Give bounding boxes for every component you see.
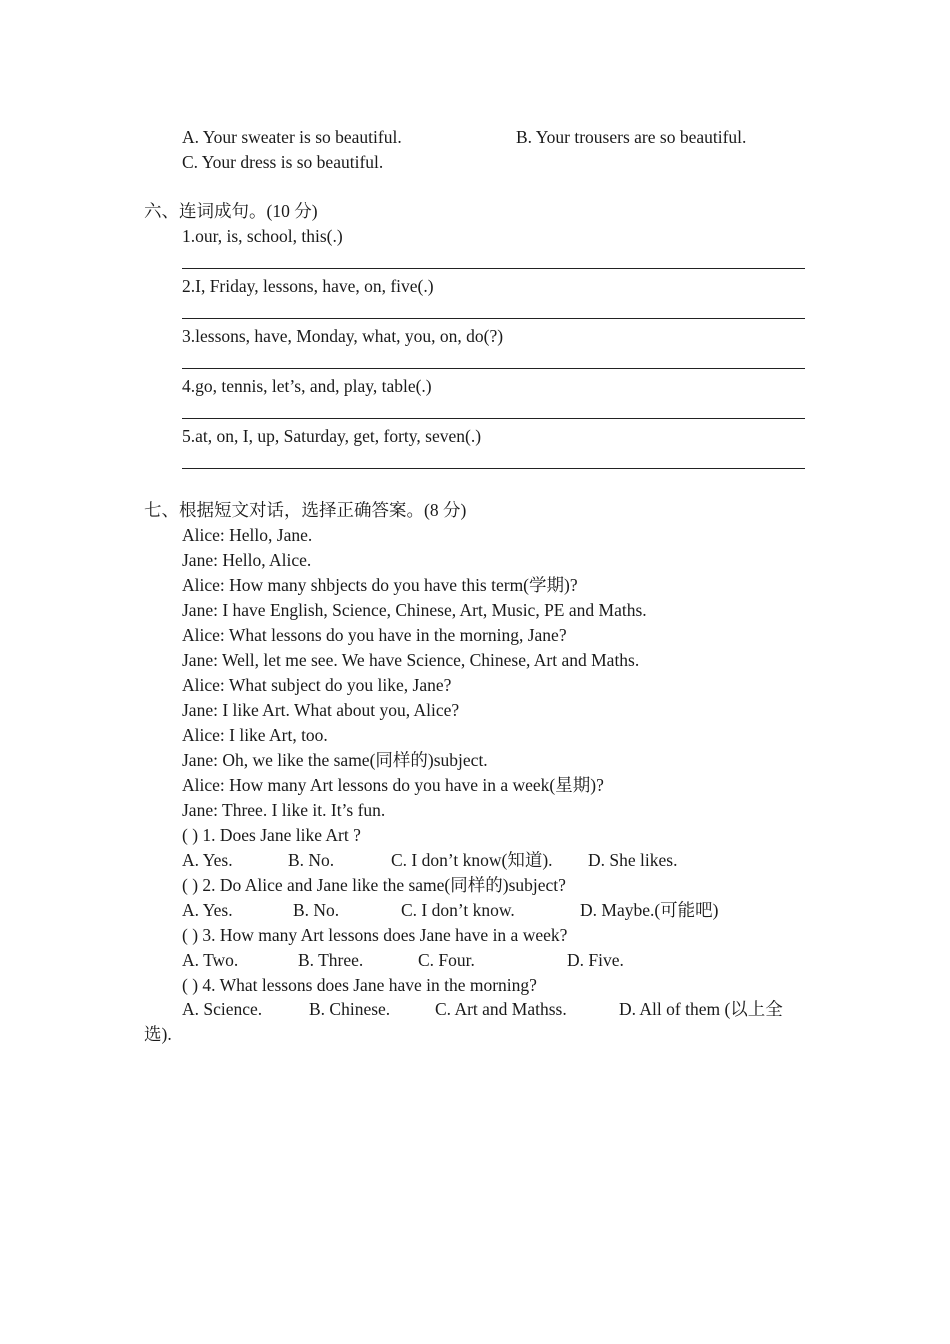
question-4-option-b: B. Chinese.: [309, 999, 391, 1019]
option-b: B. Your trousers are so beautiful.: [516, 127, 747, 147]
section7-heading: 七、根据短文对话，选择正确答案。(8 分): [144, 500, 467, 520]
question-1-option-b: B. No.: [288, 850, 335, 870]
question-3-option-d: D. Five.: [567, 950, 624, 970]
answer-line-1: [182, 268, 805, 269]
question-1-stem: ( ) 1. Does Jane like Art ?: [182, 825, 361, 845]
answer-line-3: [182, 368, 805, 369]
question-1-option-d: D. She likes.: [588, 850, 678, 870]
answer-line-2: [182, 318, 805, 319]
dialogue-line: Jane: Well, let me see. We have Science, Chinese, Art and Maths.: [182, 650, 640, 670]
sentence-item-5: 5.at, on, I, up, Saturday, get, forty, seven(.): [182, 426, 482, 446]
dialogue-line: Alice: I like Art, too.: [182, 725, 328, 745]
question-2-option-b: B. No.: [293, 900, 340, 920]
dialogue-line: Jane: I have English, Science, Chinese, Art, Music, PE and Maths.: [182, 600, 647, 620]
question-3-option-b: B. Three.: [298, 950, 364, 970]
question-2-option-d: D. Maybe.(可能吧): [580, 900, 719, 920]
option-c: C. Your dress is so beautiful.: [182, 152, 384, 172]
question-4-option-d: D. All of them (以上全: [619, 999, 783, 1019]
section6-heading: 六、连词成句。(10 分): [144, 201, 318, 221]
answer-line-4: [182, 418, 805, 419]
dialogue-line: Jane: Three. I like it. It’s fun.: [182, 800, 386, 820]
dialogue-line: Alice: What subject do you like, Jane?: [182, 675, 452, 695]
question-2-option-c: C. I don’t know.: [401, 900, 515, 920]
question-3-stem: ( ) 3. How many Art lessons does Jane have in a week?: [182, 925, 568, 945]
sentence-item-4: 4.go, tennis, let’s, and, play, table(.): [182, 376, 432, 396]
dialogue-line: Alice: How many shbjects do you have this term(学期)?: [182, 575, 578, 595]
answer-line-5: [182, 468, 805, 469]
option-a: A. Your sweater is so beautiful.: [182, 127, 402, 147]
question-4-option-a: A. Science.: [182, 999, 263, 1019]
question-4-option-d-continuation: 选).: [144, 1024, 172, 1044]
dialogue-line: Jane: Hello, Alice.: [182, 550, 312, 570]
dialogue-line: Alice: How many Art lessons do you have in a week(星期)?: [182, 775, 604, 795]
question-3-option-a: A. Two.: [182, 950, 239, 970]
sentence-item-2: 2.I, Friday, lessons, have, on, five(.): [182, 276, 434, 296]
question-4-stem: ( ) 4. What lessons does Jane have in the morning?: [182, 975, 537, 995]
dialogue-line: Alice: What lessons do you have in the morning, Jane?: [182, 625, 567, 645]
question-1-option-a: A. Yes.: [182, 850, 233, 870]
question-1-option-c: C. I don’t know(知道).: [391, 850, 553, 870]
dialogue-line: Jane: Oh, we like the same(同样的)subject.: [182, 750, 488, 770]
question-4-option-c: C. Art and Mathss.: [435, 999, 567, 1019]
question-3-option-c: C. Four.: [418, 950, 475, 970]
dialogue-line: Alice: Hello, Jane.: [182, 525, 313, 545]
question-2-option-a: A. Yes.: [182, 900, 233, 920]
question-2-stem: ( ) 2. Do Alice and Jane like the same(同样的)subject?: [182, 875, 566, 895]
sentence-item-3: 3.lessons, have, Monday, what, you, on, do(?): [182, 326, 504, 346]
dialogue-line: Jane: I like Art. What about you, Alice?: [182, 700, 460, 720]
sentence-item-1: 1.our, is, school, this(.): [182, 226, 343, 246]
